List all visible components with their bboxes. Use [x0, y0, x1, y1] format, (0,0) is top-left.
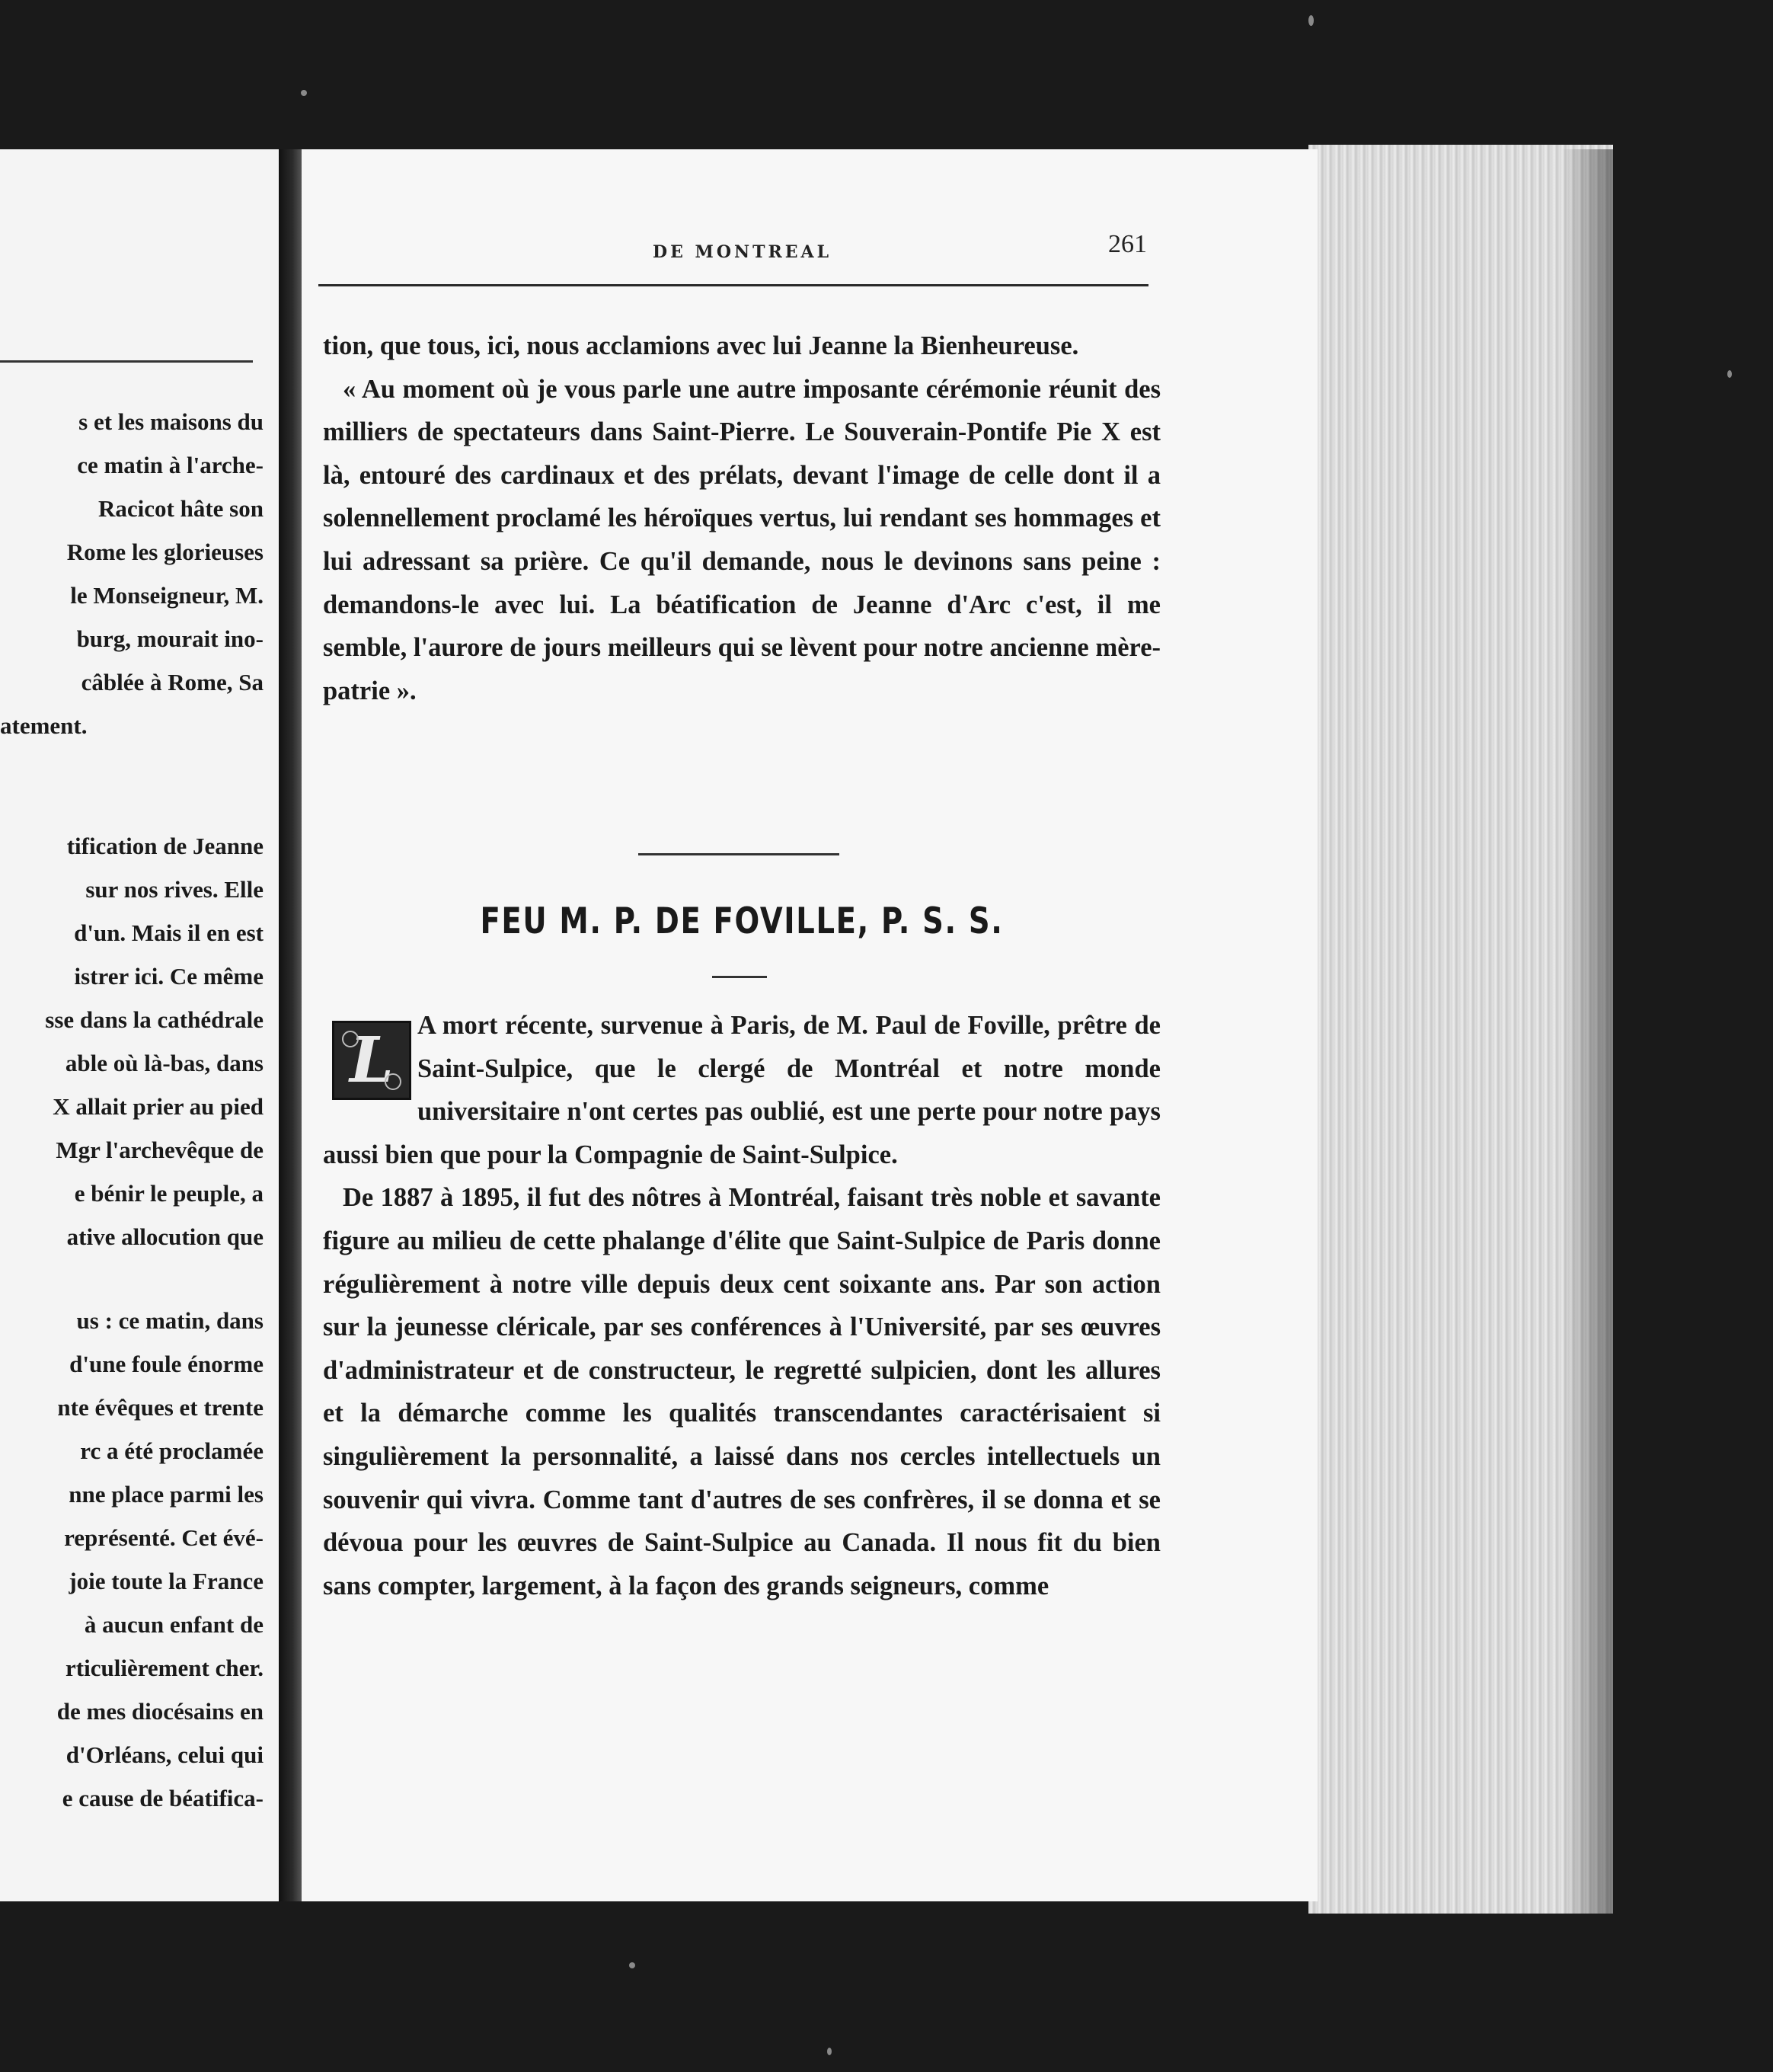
running-head: DE MONTREAL [653, 242, 832, 262]
ornament-flourish [342, 1031, 359, 1047]
intro-paragraph-2: « Au moment où je vous parle une autre imposante cérémonie réunit des milliers de spectateurs dans Saint-Pierre. Le Souverain-Pontife Pie X est là, entouré des cardinaux et des prélats, devant l'image de celle dont il a solennellement proclamé les héroïques vertus, lui rendant ses hommages et lui adressant sa prière. Ce qu'il demande, nous le devinons sans peine : demandons-le avec lui. La béatification de Jeanne d'Arc c'est, il me semble, l'aurore de jours meilleurs qui se lèvent pour notre ancienne mère-patrie ». [323, 374, 1161, 705]
left-line: à aucun enfant de [84, 1611, 264, 1638]
left-line: joie toute la France [69, 1568, 264, 1594]
book-gutter [279, 149, 302, 1901]
left-line: rc a été proclamée [80, 1437, 264, 1464]
left-line: d'un. Mais il en est [74, 919, 264, 946]
intro-paragraph-1: tion, que tous, ici, nous acclamions avec lui Jeanne la Bienheureuse. [323, 331, 1079, 360]
left-line: atement. [0, 712, 88, 739]
dust-speck [629, 1962, 635, 1968]
left-line: Rome les glorieuses [66, 539, 264, 565]
section-separator [638, 853, 839, 855]
dust-speck [1308, 15, 1314, 26]
left-line: istrer ici. Ce même [74, 963, 264, 990]
article-title: FEU M. P. DE FOVILLE, P. S. S. [480, 900, 1004, 942]
article-paragraph-2: De 1887 à 1895, il fut des nôtres à Montréal, faisant très noble et savante figure au milieu de cette phalange d'élite que Saint-Sulpice de Paris donne régulièrement à notre ville depuis deux cent soixante ans. Par son action sur la jeunesse cléricale, par ses conférences à l'Université, par ses œuvres d'administrateur et de constructeur, le regretté sulpicien, dont les allures et la démarche comme les qualités transcendantes caractérisaient si singulièrement la personnalité, a laissé dans nos cercles intellectuels un souvenir qui vivra. Comme tant d'autres de ses confrères, il se donna et se dévoua pour les œuvres de Saint-Sulpice au Canada. Il nous fit du bien sans compter, largement, à la façon des grands seigneurs, comme [323, 1183, 1161, 1600]
left-line: Racicot hâte son [98, 495, 264, 522]
left-line: d'une foule énorme [69, 1351, 264, 1377]
page-edges-shadow [1561, 149, 1613, 1914]
left-line: X allait prier au pied [53, 1093, 264, 1120]
left-line: burg, mourait ino- [76, 625, 264, 652]
left-header-rule [0, 360, 253, 363]
left-line: sse dans la cathédrale [45, 1006, 264, 1033]
left-line: nne place parmi les [69, 1481, 264, 1508]
left-line: rticulièrement cher. [65, 1655, 264, 1681]
left-line: câblée à Rome, Sa [81, 669, 264, 695]
ornamental-drop-cap [332, 1021, 411, 1100]
left-page [0, 149, 279, 1901]
intro-text [323, 325, 1161, 712]
left-line: nte évêques et trente [57, 1394, 264, 1421]
left-line: d'Orléans, celui qui [65, 1741, 264, 1768]
left-line: le Monseigneur, M. [70, 582, 264, 609]
left-line: ce matin à l'arche- [77, 452, 264, 478]
dust-speck [1727, 370, 1732, 378]
left-line: us : ce matin, dans [76, 1307, 264, 1334]
article-paragraph-1-text: A mort récente, survenue à Paris, de M. Paul de Foville, prêtre de Saint-Sulpice, que le clergé de Montréal et notre monde universitaire n'ont certes pas oublié, est une perte pour notre pays aussi bien que pour la Compagnie de Saint-Sulpice. [323, 1011, 1161, 1169]
dust-speck [827, 2048, 832, 2055]
left-line: tification de Jeanne [66, 833, 264, 859]
left-line: e cause de béatifica- [62, 1785, 264, 1811]
left-line: représenté. Cet évé- [64, 1524, 264, 1551]
ornament-flourish [385, 1073, 401, 1090]
left-line: Mgr l'archevêque de [56, 1137, 264, 1163]
left-line: able où là-bas, dans [65, 1050, 264, 1076]
dust-speck [301, 90, 307, 96]
header-rule [318, 284, 1148, 286]
left-line: ative allocution que [66, 1223, 264, 1250]
article-text [323, 1004, 1161, 1607]
title-underline [712, 976, 767, 978]
left-line: s et les maisons du [78, 408, 264, 435]
page-number: 261 [1108, 230, 1147, 258]
article-paragraph-1 [323, 1004, 1161, 1176]
drop-cap-letter: L [350, 1024, 394, 1097]
left-line: sur nos rives. Elle [85, 876, 264, 903]
left-line: de mes diocésains en [56, 1698, 264, 1725]
left-line: e bénir le peuple, a [74, 1180, 264, 1207]
